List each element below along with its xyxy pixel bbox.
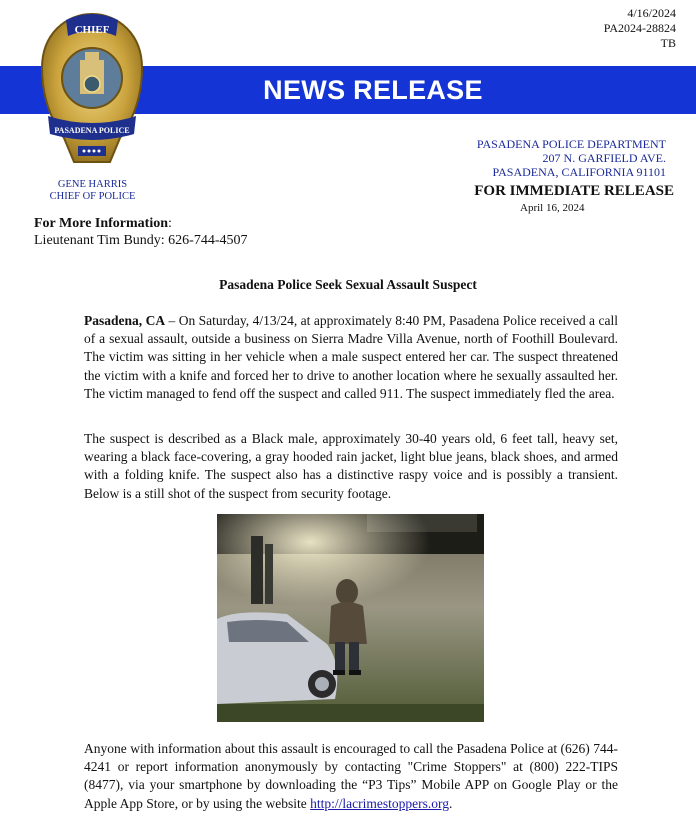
- paragraph-incident: [84, 312, 618, 403]
- immediate-release-label: FOR IMMEDIATE RELEASE: [474, 183, 674, 199]
- chief-block: [30, 179, 155, 203]
- more-info-heading-text: For More Information: [34, 216, 169, 231]
- badge-top-text: CHIEF: [74, 24, 110, 36]
- headline: Pasadena Police Seek Sexual Assault Suspect: [219, 277, 477, 292]
- department-name: PASADENA POLICE DEPARTMENT: [476, 137, 666, 151]
- more-info-contact: Lieutenant Tim Bundy: 626-744-4507: [34, 233, 248, 248]
- suspect-security-photo: [217, 514, 484, 722]
- case-number: PA2024-28824: [603, 21, 676, 35]
- reference-block: [604, 6, 676, 51]
- paragraph-incident-text: – On Saturday, 4/13/24, at approximately 8:40 PM, Pasadena Police received a call of a sexual assault, outside a business on Sierra Madre Villa Avenue, north of Foothill Boulevard. The victim was sitting in her vehicle when a male suspect entered her car. The suspect threatened the victim with a knife and forced her to drive to another location where he sexually assaulted her. The victim managed to fend off the suspect and called 911. The suspect immediately fled the area.: [84, 313, 618, 401]
- chief-title: CHIEF OF POLICE: [49, 191, 136, 202]
- paragraph-tips: [84, 740, 618, 813]
- reference-date: 4/16/2024: [627, 6, 676, 20]
- paragraph-tips-text: Anyone with information about this assault is encouraged to call the Pasadena Police at (626) 744-4241 or report information anonymously by contacting "Crime Stoppers" at (800) 222-TIPS (8477), via your smartphone by downloading the “P3 Tips” Mobile APP on Google Play or the Apple App Store, or by using the website: [84, 741, 618, 811]
- more-info-heading: [34, 216, 172, 232]
- department-city: PASADENA, CALIFORNIA 91101: [492, 165, 666, 179]
- chief-name: GENE HARRIS: [57, 179, 128, 190]
- dateline: Pasadena, CA: [84, 313, 166, 328]
- release-date: April 16, 2024: [520, 202, 585, 214]
- badge-ribbon-text: PASADENA POLICE: [54, 126, 130, 135]
- more-info-colon: :: [168, 216, 172, 231]
- paragraph-description: The suspect is described as a Black male, approximately 30-40 years old, 6 feet tall, heavy set, wearing a black face-covering, a gray hooded rain jacket, light blue jeans, black shoes, and armed with a folding knife. The suspect also has a distinctive raspy voice and is possibly a transient. Below is a still shot of the suspect from security footage.: [84, 431, 618, 501]
- banner-title: NEWS RELEASE: [263, 75, 483, 105]
- crime-stoppers-link[interactable]: http://lacrimestoppers.org: [310, 795, 449, 811]
- reference-initials: TB: [660, 36, 676, 50]
- paragraph-tips-end: .: [448, 795, 453, 811]
- police-badge-icon: [38, 12, 146, 170]
- department-block: [477, 137, 666, 179]
- department-address: 207 N. GARFIELD AVE.: [542, 151, 666, 165]
